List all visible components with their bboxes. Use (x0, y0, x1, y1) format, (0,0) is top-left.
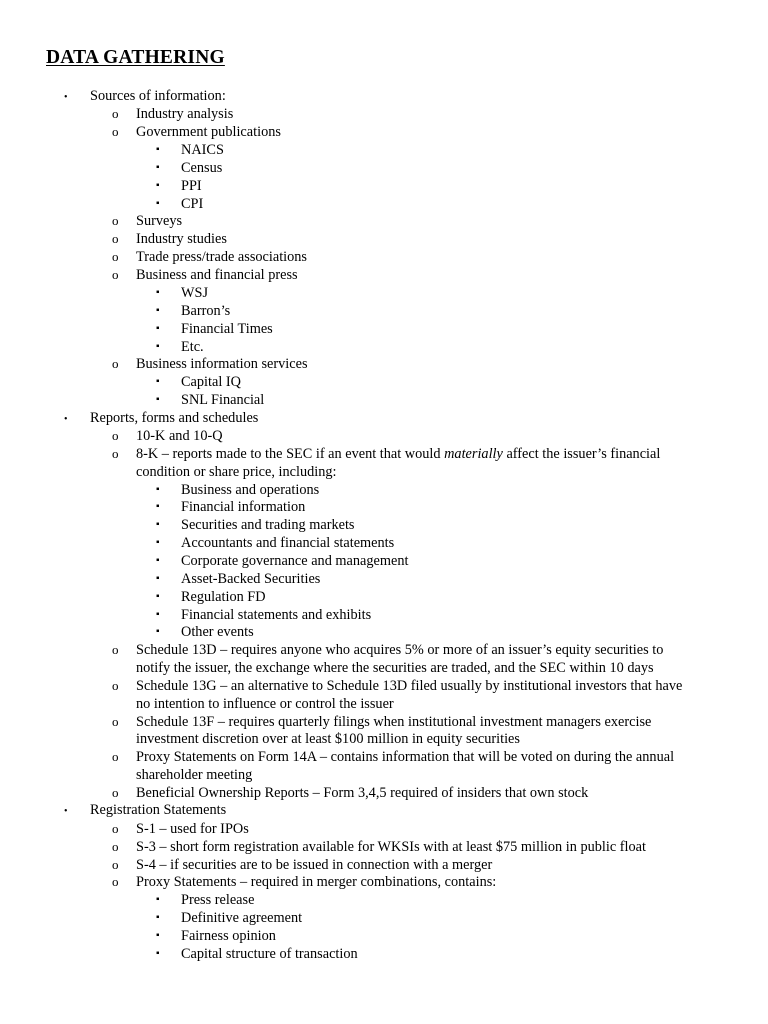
list-item: PPI (181, 178, 202, 194)
list-item-text: 8-K – reports made to the SEC if an event that would (136, 446, 445, 462)
sub-sub-bullet-marker: ▪ (156, 376, 160, 387)
list-item: Registration Statements (90, 802, 227, 818)
sub-sub-bullet-marker: ▪ (156, 323, 160, 334)
list-item: Financial statements and exhibits (181, 607, 372, 623)
sub-bullet-marker: o (112, 642, 119, 657)
sub-sub-bullet-marker: ▪ (156, 948, 160, 959)
list-item-continuation: no intention to influence or control the issuer (136, 696, 394, 712)
sub-sub-bullet-marker: ▪ (156, 609, 160, 620)
list-item-continuation: condition or share price, including: (136, 464, 337, 480)
sub-sub-bullet-marker: ▪ (156, 573, 160, 584)
list-item: WSJ (181, 285, 209, 301)
sub-sub-bullet-marker: ▪ (156, 162, 160, 173)
sub-bullet-marker: o (112, 356, 119, 371)
list-item: S-1 – used for IPOs (136, 821, 249, 837)
list-item-text: affect the issuer’s financial (502, 446, 661, 462)
list-item: S-3 – short form registration available for WKSIs with at least $75 million in public float (136, 839, 646, 855)
list-item: Other events (181, 624, 254, 640)
sub-bullet-marker: o (112, 678, 119, 693)
list-item: Financial Times (181, 321, 273, 337)
sub-sub-bullet-marker: ▪ (156, 305, 160, 316)
page-title: DATA GATHERING (46, 47, 225, 68)
sub-bullet-marker: o (112, 124, 119, 139)
sub-bullet-marker: o (112, 857, 119, 872)
sub-bullet-marker: o (112, 749, 119, 764)
sub-bullet-marker: o (112, 267, 119, 282)
sub-sub-bullet-marker: ▪ (156, 287, 160, 298)
sub-bullet-marker: o (112, 714, 119, 729)
list-item-continuation: investment discretion over at least $100 million in equity securities (136, 731, 520, 747)
list-item: Trade press/trade associations (136, 249, 307, 265)
sub-sub-bullet-marker: ▪ (156, 501, 160, 512)
list-item: Capital structure of transaction (181, 946, 358, 962)
sub-sub-bullet-marker: ▪ (156, 394, 160, 405)
list-item: CPI (181, 196, 204, 212)
list-item: Etc. (181, 339, 204, 355)
list-item: Business information services (136, 356, 308, 372)
bullet-marker: • (64, 414, 68, 425)
bullet-marker: • (64, 806, 68, 817)
list-item: Corporate governance and management (181, 553, 409, 569)
list-item: Industry studies (136, 231, 227, 247)
list-item-continuation: notify the issuer, the exchange where the securities are traded, and the SEC within 10 days (136, 660, 654, 676)
list-item: Schedule 13G – an alternative to Schedule 13D filed usually by institutional investors that have (136, 678, 683, 694)
sub-sub-bullet-marker: ▪ (156, 591, 160, 602)
list-item: Securities and trading markets (181, 517, 355, 533)
list-item: Industry analysis (136, 106, 234, 122)
list-item: Schedule 13D – requires anyone who acquires 5% or more of an issuer’s equity securities to (136, 642, 664, 658)
list-item: Business and financial press (136, 267, 298, 283)
emphasized-text: materially (444, 446, 503, 462)
list-item: Definitive agreement (181, 910, 303, 926)
sub-sub-bullet-marker: ▪ (156, 912, 160, 923)
list-item: Asset-Backed Securities (181, 571, 321, 587)
sub-bullet-marker: o (112, 106, 119, 121)
list-item: Barron’s (181, 303, 231, 319)
list-item: NAICS (181, 142, 224, 158)
list-item: Accountants and financial statements (181, 535, 395, 551)
list-item: Business and operations (181, 482, 320, 498)
list-item: SNL Financial (181, 392, 265, 408)
sub-sub-bullet-marker: ▪ (156, 144, 160, 155)
sub-bullet-marker: o (112, 874, 119, 889)
sub-bullet-marker: o (112, 213, 119, 228)
sub-sub-bullet-marker: ▪ (156, 626, 160, 637)
list-item: Government publications (136, 124, 281, 140)
bullet-marker: • (64, 92, 68, 103)
sub-sub-bullet-marker: ▪ (156, 894, 160, 905)
list-item: Census (181, 160, 223, 176)
sub-sub-bullet-marker: ▪ (156, 555, 160, 566)
list-item: Capital IQ (181, 374, 241, 390)
list-item-continuation: shareholder meeting (136, 767, 253, 783)
list-item: Reports, forms and schedules (90, 410, 259, 426)
list-item: Regulation FD (181, 589, 266, 605)
sub-bullet-marker: o (112, 249, 119, 264)
list-item: Proxy Statements – required in merger combinations, contains: (136, 874, 497, 890)
sub-sub-bullet-marker: ▪ (156, 341, 160, 352)
sub-sub-bullet-marker: ▪ (156, 930, 160, 941)
sub-bullet-marker: o (112, 839, 119, 854)
list-item: Schedule 13F – requires quarterly filings when institutional investment managers exercise (136, 714, 652, 730)
list-item: Sources of information: (90, 88, 226, 104)
sub-sub-bullet-marker: ▪ (156, 537, 160, 548)
list-item: Press release (181, 892, 255, 908)
sub-sub-bullet-marker: ▪ (156, 180, 160, 191)
sub-bullet-marker: o (112, 821, 119, 836)
list-item: Financial information (181, 499, 306, 515)
list-item-8k (136, 445, 660, 463)
list-item: 10-K and 10-Q (136, 428, 223, 444)
list-item: Beneficial Ownership Reports – Form 3,4,5 required of insiders that own stock (136, 785, 589, 801)
list-item: Proxy Statements on Form 14A – contains information that will be voted on during the annual (136, 749, 675, 765)
list-item: Surveys (136, 213, 183, 229)
sub-sub-bullet-marker: ▪ (156, 519, 160, 530)
sub-bullet-marker: o (112, 446, 119, 461)
sub-sub-bullet-marker: ▪ (156, 484, 160, 495)
sub-bullet-marker: o (112, 428, 119, 443)
sub-bullet-marker: o (112, 785, 119, 800)
sub-sub-bullet-marker: ▪ (156, 198, 160, 209)
list-item: S-4 – if securities are to be issued in connection with a merger (136, 857, 493, 873)
list-item: Fairness opinion (181, 928, 276, 944)
sub-bullet-marker: o (112, 231, 119, 246)
